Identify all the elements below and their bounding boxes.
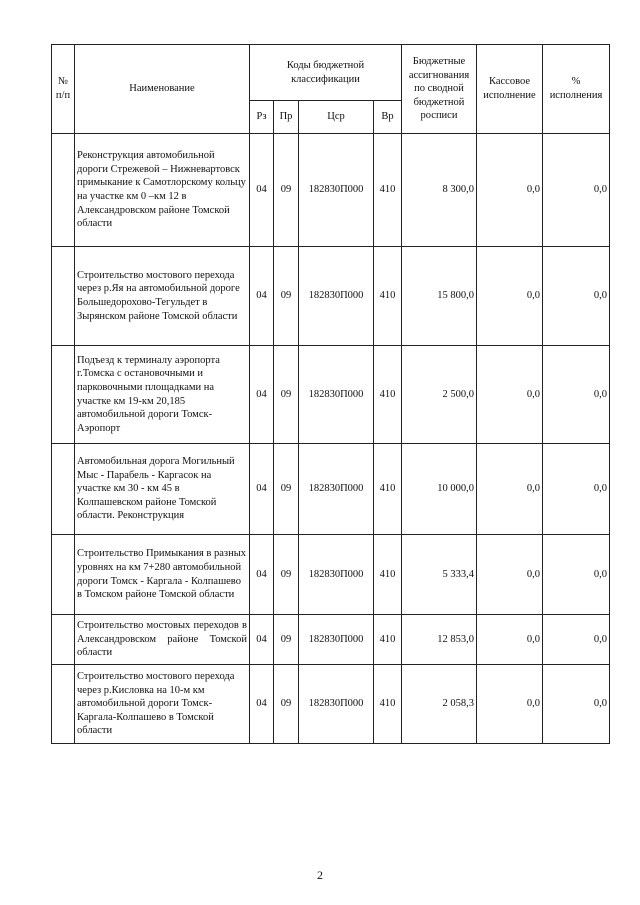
header-vr: Вр [374, 101, 402, 134]
row-number [52, 535, 75, 615]
row-budget: 10 000,0 [402, 444, 477, 535]
row-vr: 410 [374, 535, 402, 615]
row-name: Реконструкция автомобильной дороги Стрежевой – Нижневартовск примыкание к Самотлорскому кольцу на участке км 0 –км 12 в Александровском районе Томской области [75, 134, 250, 247]
row-name: Строительство Примыкания в разных уровнях на км 7+280 автомобильной дороги Томск - Каргала - Колпашево в Томском районе Томской области [75, 535, 250, 615]
header-csr: Цср [299, 101, 374, 134]
header-execution-percent: % исполнения [543, 45, 610, 134]
row-number [52, 615, 75, 665]
header-rz: Рз [250, 101, 274, 134]
row-cash: 0,0 [477, 444, 543, 535]
row-budget: 2 058,3 [402, 665, 477, 744]
row-vr: 410 [374, 615, 402, 665]
table-row [52, 615, 610, 665]
row-rz: 04 [250, 615, 274, 665]
row-rz: 04 [250, 346, 274, 444]
row-number [52, 665, 75, 744]
row-budget: 2 500,0 [402, 346, 477, 444]
row-pr: 09 [274, 444, 299, 535]
row-number [52, 134, 75, 247]
row-cash: 0,0 [477, 665, 543, 744]
table-row [52, 665, 610, 744]
row-number [52, 346, 75, 444]
row-number [52, 444, 75, 535]
row-pr: 09 [274, 134, 299, 247]
row-csr: 182830П000 [299, 247, 374, 346]
row-budget: 12 853,0 [402, 615, 477, 665]
row-name: Строительство мостового перехода через р.Кисловка на 10-м км автомобильной дороги Томск-Каргала-Колпашево в Томской области [75, 665, 250, 744]
header-pr: Пр [274, 101, 299, 134]
row-cash: 0,0 [477, 535, 543, 615]
row-rz: 04 [250, 444, 274, 535]
row-percent: 0,0 [543, 247, 610, 346]
row-pr: 09 [274, 247, 299, 346]
header-budget-codes: Коды бюджетной классификации [250, 45, 402, 101]
page-number: 2 [317, 868, 323, 882]
table-row [52, 535, 610, 615]
row-percent: 0,0 [543, 535, 610, 615]
row-cash: 0,0 [477, 615, 543, 665]
budget-table [51, 44, 610, 744]
row-budget: 8 300,0 [402, 134, 477, 247]
header-number: № п/п [52, 45, 75, 134]
row-rz: 04 [250, 134, 274, 247]
row-percent: 0,0 [543, 665, 610, 744]
row-cash: 0,0 [477, 346, 543, 444]
row-pr: 09 [274, 615, 299, 665]
row-name: Строительство мостовых переходов в Александровском районе Томской области [75, 615, 250, 665]
row-csr: 182830П000 [299, 535, 374, 615]
header-budget-allocations: Бюджетные ассигнования по сводной бюджетной росписи [402, 45, 477, 134]
table-row [52, 346, 610, 444]
row-vr: 410 [374, 134, 402, 247]
row-rz: 04 [250, 535, 274, 615]
row-pr: 09 [274, 665, 299, 744]
row-pr: 09 [274, 346, 299, 444]
row-csr: 182830П000 [299, 444, 374, 535]
row-csr: 182830П000 [299, 615, 374, 665]
row-vr: 410 [374, 247, 402, 346]
row-percent: 0,0 [543, 444, 610, 535]
row-percent: 0,0 [543, 134, 610, 247]
row-vr: 410 [374, 346, 402, 444]
table-row [52, 444, 610, 535]
row-budget: 5 333,4 [402, 535, 477, 615]
row-rz: 04 [250, 247, 274, 346]
row-csr: 182830П000 [299, 134, 374, 247]
row-number [52, 247, 75, 346]
row-vr: 410 [374, 665, 402, 744]
row-percent: 0,0 [543, 615, 610, 665]
row-pr: 09 [274, 535, 299, 615]
row-percent: 0,0 [543, 346, 610, 444]
row-name: Подъезд к терминалу аэропорта г.Томска с остановочными и парковочными площадками на участке км 19-км 20,185 автомобильной дороги Томск-Аэропорт [75, 346, 250, 444]
row-cash: 0,0 [477, 134, 543, 247]
table-row [52, 247, 610, 346]
table-row [52, 134, 610, 247]
row-budget: 15 800,0 [402, 247, 477, 346]
header-cash-execution: Кассовое исполнение [477, 45, 543, 134]
row-rz: 04 [250, 665, 274, 744]
row-name: Автомобильная дорога Могильный Мыс - Парабель - Каргасок на участке км 30 - км 45 в Колпашевском районе Томской области. Реконструкция [75, 444, 250, 535]
row-name: Строительство мостового перехода через р.Яя на автомобильной дороге Большедорохово-Тегульдет в Зырянском районе Томской области [75, 247, 250, 346]
row-csr: 182830П000 [299, 665, 374, 744]
header-name: Наименование [75, 45, 250, 134]
row-csr: 182830П000 [299, 346, 374, 444]
row-cash: 0,0 [477, 247, 543, 346]
row-vr: 410 [374, 444, 402, 535]
